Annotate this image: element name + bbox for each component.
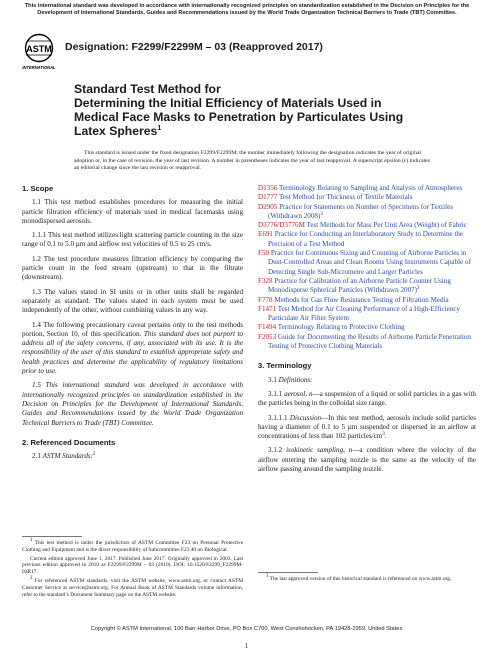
- section-1-3: 1.3 The values stated in SI units or in other units shall be regarded separately as standard. The values stated in each system must be used independently of the other, without combining values in any way.: [22, 287, 243, 315]
- right-column: [258, 184, 476, 479]
- logo-text: ASTM: [26, 44, 52, 54]
- standard-note-text: This standard is issued under the fixed designation F2299/F2299M; the number immediately following the designation indicates the year of original adoption or, in the case of revision, the year of last revision. A number in parentheses indicates the year of last reapproval. A superscript epsilon (ε) indicates an editorial change since the last revision or reapproval.: [74, 150, 430, 172]
- section-1-5: 1.5 This international standard was developed in accordance with internationally recognized principles on standardization established in the Decision on Principles for the Development of International Standards, Guides and Recommendations issued by the World Trade Organization Technical Barriers to Trade (TBT) Committee.: [22, 381, 243, 427]
- reference-link[interactable]: F2053: [258, 332, 277, 341]
- title-line-4: Latex Spheres$^1$: [74, 124, 162, 138]
- document-title: [74, 82, 434, 138]
- section-3-1: 3.1 Definitions:: [268, 375, 313, 384]
- reference-item: F2053 Guide for Documenting the Results of Airborne Particle Penetration Testing of Protective Clothing Materials: [258, 332, 471, 351]
- reference-list: [258, 184, 476, 351]
- reference-item: D1356 Terminology Relating to Sampling and Analysis of Atmospheres: [258, 184, 463, 192]
- section-1-2: 1.2 The test procedure measures filtration efficiency by comparing the particle count in the feed stream (upstream) to that in the filtrate (downstream).: [22, 254, 243, 282]
- footnote-rule-right: [258, 572, 318, 573]
- astm-logo: [22, 33, 56, 77]
- logo-subtext: INTERNATIONAL: [22, 65, 56, 70]
- reference-link[interactable]: E691: [258, 230, 273, 239]
- reference-item: F1494 Terminology Relating to Protective Clothing: [258, 323, 405, 332]
- page-number: 1: [244, 642, 249, 650]
- section-3-1-1-1: 3.1.1.1 Discussion—In this test method, aerosols include solid particles having a diameter of 0.1 to 5 µm suspended or dispersed in an airflow at concentrations of less than 102 particles/$cm^3$.: [258, 413, 476, 441]
- reference-link[interactable]: F1471: [258, 304, 277, 313]
- footnote-rule-left: [22, 536, 82, 537]
- copyright-line: Copyright © ASTM International, 100 Barr Harbor Drive, PO Box C700, West Conshohocken, PA 19428-2959. United States: [90, 626, 403, 632]
- scope-heading: 1. Scope: [22, 184, 54, 193]
- reference-link[interactable]: D1356: [258, 184, 278, 192]
- reference-link[interactable]: D1777: [258, 193, 278, 202]
- title-line-1: Standard Test Method for: [74, 82, 221, 96]
- footnote-2: $^2$ For referenced ASTM standards, visit the ASTM website, www.astm.org, or contact ASTM Customer Service at service@astm.org. For Annual Book of ASTM Standards volume information, refer to the standard’s Document Summary page on the ASTM website.: [22, 575, 243, 598]
- footnotes-right: [258, 576, 476, 585]
- reference-item: F50 Practice for Continuous Sizing and Counting of Airborne Particles in Dust-Controlled Areas and Clean Rooms Using Instruments Capable of Detecting Single Sub-Micrometre and Larger Particles: [258, 249, 471, 276]
- title-line-2: Determining the Initial Efficiency of Materials Used in: [74, 96, 382, 110]
- section-1-1-1: 1.1.1 This test method utilizes light scattering particle counting in the size range of 0.1 to 5.0 µm and airflow test velocities of 0.5 to 25 cm/s.: [22, 231, 243, 249]
- header-notice: This international standard was developed in accordance with internationally recognized principles on standardization established in the Decision on Principles for the Development of International Standards, Guides and Recommendations issued by the World Trade Organization Technical Barriers to Trade (TBT) Committee.: [24, 3, 470, 16]
- reference-item: F328 Practice for Calibration of an Airborne Particle Counter Using Monodisperse Spherical Particles (Withdrawn 2007)$^3$: [258, 276, 451, 295]
- reference-link[interactable]: F778: [258, 295, 273, 304]
- footnotes-left: [22, 540, 243, 600]
- reference-item: D3776/D3776M Test Methods for Mass Per Unit Area (Weight) of Fabric: [258, 221, 467, 230]
- reference-link[interactable]: F50: [258, 249, 270, 258]
- section-3-1-1: 3.1.1 aerosol, n—a suspension of a liquid or solid particles in a gas with the particles being in the colloidal size range.: [258, 389, 476, 408]
- title-line-3: Medical Face Masks to Penetration by Particulates Using: [74, 110, 404, 124]
- designation: Designation: F2299/F2299M – 03 (Reapproved 2017): [65, 41, 323, 53]
- reference-item: E691 Practice for Conducting an Interlaboratory Study to Determine the Precision of a Test Method: [258, 230, 464, 248]
- footnote-3: $^3$ The last approved version of this historical standard is referenced on www.astm.org.: [266, 574, 452, 582]
- footnote-1-edition: Current edition approved June 1, 2017. Published June 2017. Originally approved in 2003. Last previous edition approved in 2010 as F2299/F2299M – 03 (2010). DOI: 10.1520/F2299_F2299M-03R17.: [22, 555, 243, 576]
- reference-link[interactable]: D2905: [258, 202, 278, 211]
- title-footnote-mark: 1: [157, 125, 162, 132]
- section-1-1: 1.1 This test method establishes procedures for measuring the initial particle filtration efficiency of materials used in medical facemasks using monodispersed aerosols.: [22, 198, 243, 225]
- referenced-documents-heading: 2. Referenced Documents: [22, 437, 116, 447]
- reference-link[interactable]: D3776/D3776M: [258, 221, 305, 230]
- section-1-4: 1.4 The following precautionary caveat pertains only to the test methods portion, Section 10, of this specification. This standard does not purport to address all of the safety concerns, if any, associated with its use. It is the responsibility of the user of this standard to establish appropriate safety and health practices and determine the applicability of regulatory limitations prior to use.: [22, 320, 243, 376]
- left-column: [22, 184, 243, 466]
- reference-item: D1777 Test Method for Thickness of Textile Materials: [258, 193, 413, 202]
- footnote-1: $^1$ This test method is under the jurisdiction of ASTM Committee F23 on Personal Protective Clothing and Equipment and is the direct responsibility of Subcommittee F23.40 on Biological.: [22, 538, 243, 553]
- reference-item: D2905 Practice for Statements on Number of Specimens for Textiles (Withdrawn 2008)$^3$: [258, 202, 453, 220]
- reference-item: F778 Methods for Gas Flow Resistance Testing of Filtration Media: [258, 295, 449, 304]
- terminology-heading: 3. Terminology: [258, 361, 312, 371]
- section-3-1-2: 3.1.2 isokinetic sampling, n—a condition where the velocity of the airflow entering the sampling nozzle is the same as the velocity of the airflow passing around the sampling nozzle.: [258, 446, 476, 474]
- standard-note: [74, 150, 434, 173]
- reference-link[interactable]: F328: [258, 276, 273, 285]
- section-2-1: 2.1 ASTM Standards:$^2$: [32, 452, 96, 461]
- reference-item: F1471 Test Method for Air Cleaning Performance of a High-Efficiency Particulate Air Filter System: [258, 304, 460, 323]
- reference-link[interactable]: F1494: [258, 323, 277, 332]
